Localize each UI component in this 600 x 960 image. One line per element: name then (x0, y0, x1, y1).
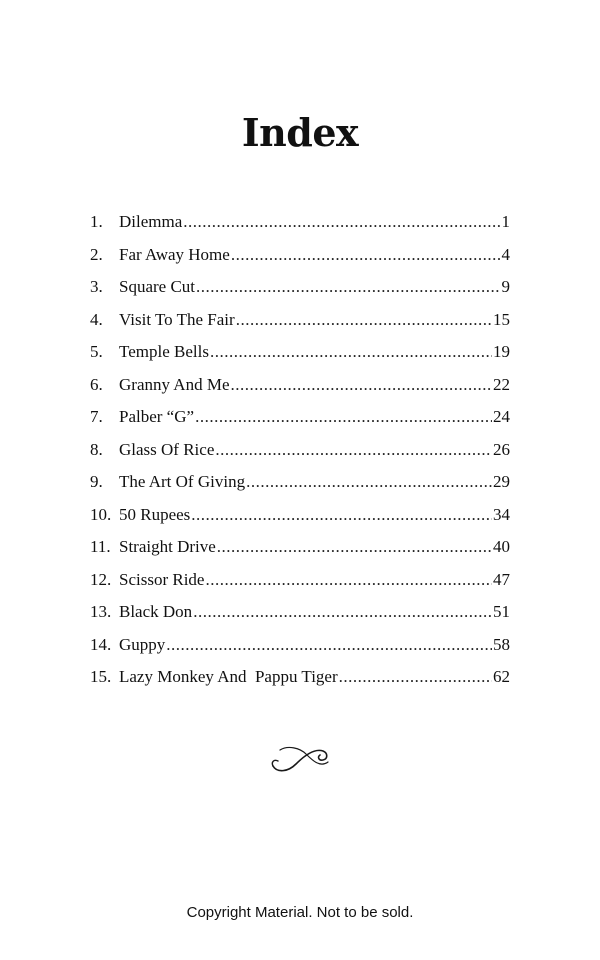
toc-entry-number: 13. (90, 602, 112, 621)
toc-entry-number: 8. (90, 439, 103, 459)
dot-leader (183, 206, 500, 239)
toc-entry-title: Glass Of Rice (119, 439, 215, 459)
toc-entry-title: Scissor Ride (119, 569, 205, 589)
toc-entry-page: 62 (493, 667, 510, 686)
toc-entry-5[interactable] (90, 336, 510, 369)
toc-entry-title: Temple Bells (119, 342, 209, 361)
toc-entry-title: Visit To The Fair (119, 309, 235, 329)
dot-leader (215, 434, 492, 467)
dot-leader (210, 336, 492, 369)
toc-entry-page: 19 (493, 342, 510, 361)
dot-leader (191, 499, 492, 532)
toc-entry-12[interactable] (90, 564, 510, 597)
toc-entry-title: The Art Of Giving (119, 472, 246, 491)
toc-entry-page: 9 (501, 277, 510, 296)
toc-entry-number: 10. (90, 504, 112, 524)
flourish-ornament-icon (268, 742, 332, 774)
toc-entry-number: 2. (90, 244, 103, 264)
toc-entry-page: 22 (493, 374, 510, 394)
toc-entry-7[interactable] (90, 401, 510, 434)
page-title: Index (241, 110, 359, 155)
dot-leader (195, 401, 492, 434)
toc-entry-title: Far Away Home (119, 244, 230, 264)
toc-entry-14[interactable] (90, 629, 510, 662)
toc-entry-page: 34 (493, 504, 510, 524)
toc-entry-15[interactable] (90, 661, 510, 694)
dot-leader (246, 466, 492, 499)
toc-entry-title: Black Don (119, 602, 193, 621)
toc-entry-page: 58 (493, 634, 510, 654)
dot-leader (205, 564, 492, 597)
toc-entry-number: 1. (90, 212, 103, 231)
toc-entry-page: 47 (493, 569, 510, 589)
toc-entry-number: 4. (90, 309, 103, 329)
toc-entry-4[interactable] (90, 304, 510, 337)
toc-entry-page: 51 (493, 602, 510, 621)
toc-entry-number: 15. (90, 667, 112, 686)
copyright-notice: Copyright Material. Not to be sold. (186, 904, 414, 921)
toc-entry-title: Straight Drive (119, 537, 216, 556)
toc-entry-11[interactable] (90, 531, 510, 564)
toc-entry-page: 4 (501, 244, 510, 264)
toc-entry-page: 15 (493, 309, 510, 329)
toc-entry-number: 12. (90, 569, 112, 589)
toc-entry-title: Square Cut (119, 277, 196, 296)
toc-entry-8[interactable] (90, 434, 510, 467)
dot-leader (196, 271, 500, 304)
toc-entry-title: Guppy (119, 634, 166, 654)
dot-leader (339, 661, 492, 694)
toc-entry-page: 1 (501, 212, 510, 231)
toc-entry-number: 14. (90, 634, 112, 654)
dot-leader (231, 239, 501, 272)
toc-entry-3[interactable] (90, 271, 510, 304)
toc-entry-13[interactable] (90, 596, 510, 629)
toc-entry-title: 50 Rupees (119, 504, 191, 524)
toc-entry-number: 9. (90, 472, 103, 491)
toc-entry-number: 6. (90, 374, 103, 394)
dot-leader (166, 629, 492, 662)
toc-entry-number: 11. (90, 537, 111, 556)
toc-entry-number: 3. (90, 277, 103, 296)
toc-entry-9[interactable] (90, 466, 510, 499)
toc-entry-6[interactable] (90, 369, 510, 402)
toc-entry-title: Lazy Monkey And Pappu Tiger (119, 667, 338, 686)
dot-leader (230, 369, 492, 402)
toc-entry-2[interactable] (90, 239, 510, 272)
dot-leader (217, 531, 492, 564)
toc-entry-number: 5. (90, 342, 103, 361)
toc-entry-title: Granny And Me (119, 374, 230, 394)
toc-entry-title: Dilemma (119, 212, 183, 231)
toc-entry-page: 29 (493, 472, 510, 491)
dot-leader (236, 304, 492, 337)
toc-entry-10[interactable] (90, 499, 510, 532)
toc-entry-page: 40 (493, 537, 510, 556)
table-of-contents (90, 206, 510, 694)
toc-entry-1[interactable] (90, 206, 510, 239)
toc-entry-number: 7. (90, 407, 103, 426)
dot-leader (193, 596, 492, 629)
toc-entry-page: 24 (493, 407, 510, 426)
toc-entry-page: 26 (493, 439, 510, 459)
toc-entry-title: Palber “G” (119, 407, 195, 426)
